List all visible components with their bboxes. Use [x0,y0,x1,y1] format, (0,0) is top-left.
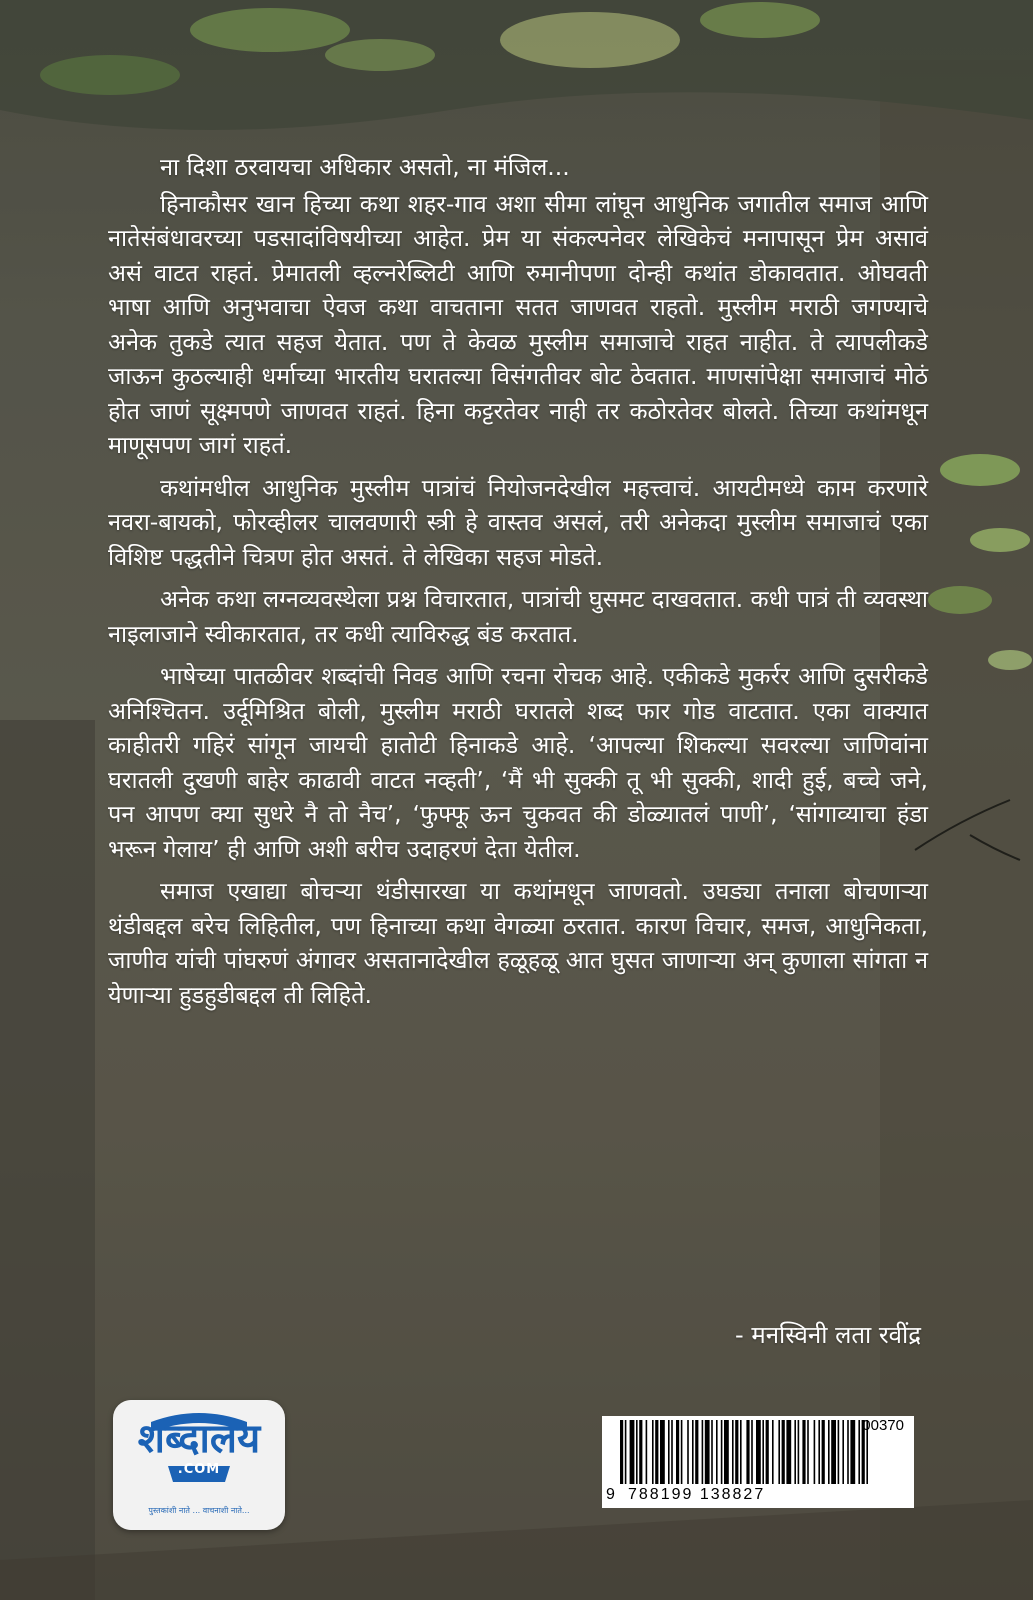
barcode-bar [786,1420,791,1484]
barcode-bar [766,1420,769,1484]
barcode-bar [692,1420,694,1484]
barcode-bar [655,1420,658,1484]
barcode-bar [676,1420,679,1484]
barcode-bar [687,1420,689,1484]
barcode-bar [702,1420,704,1484]
barcode-bar [818,1420,820,1484]
barcode-bar [746,1420,749,1484]
barcode-bar [858,1420,860,1484]
blurb-paragraph: कथांमधील आधुनिक मुस्लीम पात्रांचं नियोजनदेखील महत्त्वाचं. आयटीमध्ये काम करणारे नवरा-बायको, फोरव्हीलर चालवणारी स्त्री हे वास्तव असलं, तरी अनेकदा मुस्लीम समाजाचं एका विशिष्ट पद्धतीने चित्रण होत असतं. ते लेखिका सहज मोडते. [108,473,928,571]
barcode-bar [794,1420,796,1484]
barcode-price-code: 00370 [862,1417,904,1434]
barcode-bar [681,1420,683,1484]
barcode-bar [814,1420,816,1484]
barcode-bar [735,1420,738,1484]
barcode-bar [716,1420,718,1484]
barcode-bar [639,1420,642,1484]
barcode-bar [625,1420,627,1484]
barcode-bar [807,1420,809,1484]
barcode-bar [671,1420,673,1484]
barcode-bar [668,1420,670,1484]
barcode-lead-digit: 9 [606,1486,615,1503]
barcode-bar [740,1420,742,1484]
barcode-bar [850,1420,855,1484]
barcode-bar [660,1420,665,1484]
barcode-bar [772,1420,774,1484]
barcode-bar [762,1420,764,1484]
barcode-bar [782,1420,785,1484]
blurb-text [108,150,928,1020]
barcode-bar [695,1420,698,1484]
barcode-bar [711,1420,713,1484]
barcode-bar [831,1420,836,1484]
blurb-author: - मनस्विनी लता रवींद्र [735,1321,921,1349]
barcode-bar [838,1420,840,1484]
barcode-bar [630,1420,635,1484]
barcode-bar [828,1420,830,1484]
barcode-bar [798,1420,800,1484]
barcode-bar [646,1420,648,1484]
barcode-bar [847,1420,849,1484]
barcode-bar [732,1420,734,1484]
barcode-bar [636,1420,638,1484]
blurb-paragraph: भाषेच्या पातळीवर शब्दांची निवड आणि रचना रोचक आहे. एकीकडे मुकर्रर आणि दुसरीकडे अनिश्चितन. उर्दूमिश्रित बोली, मुस्लीम मराठी घरातले शब्द फार गोड वाटतात. एका वाक्यात काहीतरी गहिरं सांगून जायची हातोटी हिनाकडे आहे. ‘आपल्या शिकल्या सवरल्या जाणिवांना घरातली दुखणी बाहेर काढावी वाटत नव्हती’, ‘मैं भी सुक्की तू भी सुक्की, शादी हुई, बच्चे जने, पन आपण क्या सुधरे नै तो नैच’, ‘फुफ्फू ऊन चुकवत की डोळ्यातलं पाणी’, ‘सांगाव्याचा हंडा भरून गेलाय’ ही आणि अशी बरीच उदाहरणं देता येतील. [108,662,928,863]
publisher-logo [113,1400,285,1530]
barcode-bar [802,1420,805,1484]
barcode-bar [756,1420,761,1484]
barcode-bar [705,1420,710,1484]
barcode-bar [721,1420,723,1484]
blurb-paragraph: हिनाकौसर खान हिच्या कथा शहर-गाव अशा सीमा लांघून आधुनिक जगातील समाज आणि नातेसंबंधावरच्या पडसादांविषयीच्या आहेत. प्रेम या संकल्पनेवर लेखिकेचं मनापासून प्रेम असावं असं वाटत राहतं. प्रेमातली व्हल्नरेब्लिटी आणि रुमानीपणा दोन्ही कथांत डोकावतात. ओघवती भाषा आणि अनुभवाचा ऐवज कथा वाचताना सतत जाणवत राहतो. मुस्लीम मराठी जगण्याचे अनेक तुकडे त्यात सहज येतात. पण ते केवळ मुस्लीम समाजाचे राहत नाहीत. ते त्यापलीकडे जाऊन कुठल्याही धर्माच्या भारतीय घरातल्या विसंगतीवर बोट ठेवतात. माणसांपेक्षा समाजाचं मोठं होत जाणं सूक्ष्मपणे जाणवत राहतं. हिना कट्टरतेवर नाही तर कठोरतेवर बोलते. तिच्या कथांमधून माणूसपण जागं राहतं. [108,189,928,459]
logo-wordmark: शब्दालय [137,1416,261,1462]
barcode-bar [751,1420,753,1484]
logo-com: .COM [177,1462,221,1477]
barcode-bar [620,1420,623,1484]
logo-tagline: पुस्तकांशी नाते ... वाचनाशी नाते... [148,1506,250,1515]
barcode-bar [842,1420,844,1484]
blurb-paragraph: अनेक कथा लग्नव्यवस्थेला प्रश्न विचारतात, पात्रांची घुसमट दाखवतात. कधी पात्रं ती व्यवस्था नाइलाजाने स्वीकारतात, तर कधी त्याविरुद्ध बंड करतात. [108,585,928,648]
blurb-opening-line: ना दिशा ठरवायचा अधिकार असतो, ना मंजिल... [160,153,570,181]
barcode-digits: 788199 138827 [628,1486,766,1503]
barcode-bar [652,1420,654,1484]
barcode-bar [724,1420,729,1484]
blurb-paragraph: समाज एखाद्या बोचऱ्या थंडीसारखा या कथांमधून जाणवतो. उघड्या तनाला बोचणाऱ्या थंडीबद्दल बरेच लिहितील, पण हिनाच्या कथा वेगळ्या ठरतात. कारण विचार, समज, आधुनिकता, जाणीव यांची पांघरुणं अंगावर असतानादेखील हळूहळू आत घुसत जाणाऱ्या अन् कुणाला सांगता न येणाऱ्या हुडहुडीबद्दल ती लिहिते. [108,877,928,1009]
isbn-barcode [602,1416,914,1508]
barcode-bar [822,1420,825,1484]
barcode-bar [778,1420,780,1484]
